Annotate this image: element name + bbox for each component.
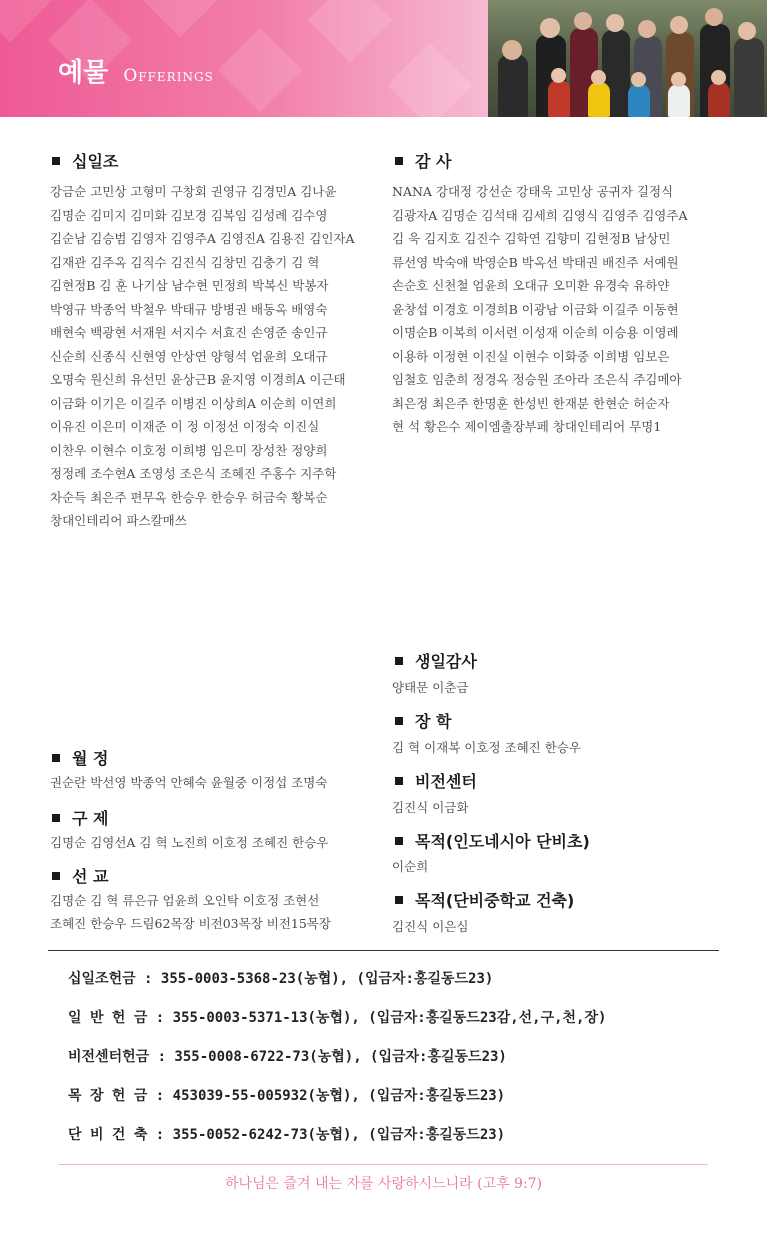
name-line: 정정례 조수현A 조영성 조은식 조혜진 주홍수 지주학 xyxy=(50,466,337,481)
bullet-square-icon xyxy=(395,896,403,904)
name-line: 창대인테리어 파스칼매쓰 xyxy=(50,513,187,528)
name-line: 박영규 박종억 박철우 박태규 방병권 배동옥 배영숙 xyxy=(50,301,328,317)
footer-divider xyxy=(58,1164,708,1165)
mission-names-line-1: 김명순 김 혁 류은규 엄윤희 오인탁 이호정 조현선 xyxy=(50,893,320,908)
name-line: 임철호 임춘희 정경옥 정승원 조아라 조은식 주김메아 xyxy=(392,372,682,387)
mission-heading: 선 교 xyxy=(52,864,108,887)
bullet-square-icon xyxy=(52,754,60,762)
scholarship-heading: 장 학 xyxy=(395,709,451,732)
name-line: 이찬우 이현수 이호정 이희병 임은미 장성찬 정양희 xyxy=(50,442,328,458)
title-english: Offerings xyxy=(123,66,214,86)
name-line: 최은정 최은주 한명훈 한성빈 한재분 한현순 허순자 xyxy=(392,395,670,411)
bullet-square-icon xyxy=(52,157,60,165)
name-line: 윤창섭 이경호 이경희B 이광남 이금화 이길주 이동현 xyxy=(392,301,679,317)
page-header xyxy=(0,0,767,117)
thanks-heading: 감 사 xyxy=(395,149,451,172)
name-line: 신순희 신종식 신현영 안상연 양형석 엄윤희 오대규 xyxy=(50,348,328,364)
name-line: 이명순B 이복희 이서련 이성재 이순희 이승용 이영례 xyxy=(392,325,679,340)
name-line: 손순호 신천철 엄윤희 오대규 오미환 유경숙 유하얀 xyxy=(392,278,670,293)
name-line: 류선영 박숙애 박영순B 박옥선 박태권 배진주 서예원 xyxy=(392,254,679,270)
account-cell-group: 목 장 헌 금 : 453039-55-005932(농협), (입금자:홍길동드23) xyxy=(68,1088,506,1104)
bullet-square-icon xyxy=(395,157,403,165)
congregation-photo xyxy=(488,0,767,117)
name-line: 이유진 이은미 이재준 이 정 이정선 이정숙 이진실 xyxy=(50,419,320,434)
title-korean: 예물 xyxy=(58,58,109,88)
name-line: 강금순 고민상 고형미 구창회 권영규 김경민A 김나윤 xyxy=(50,184,337,199)
scholarship-names: 김 혁 이재복 이호정 조혜진 한승우 xyxy=(392,740,581,755)
account-vision-center: 비전센터헌금 : 355-0008-6722-73(농협), (입금자:홍길동드23) xyxy=(68,1049,507,1065)
birthday-names: 양태문 이춘금 xyxy=(392,680,469,695)
relief-names: 김명순 김영선A 김 혁 노진희 이호정 조혜진 한승우 xyxy=(50,835,329,850)
name-line: 이용하 이정현 이진실 이현수 이화중 이희병 임보은 xyxy=(392,348,670,364)
name-line: 김재관 김주옥 김직수 김진식 김창민 김충기 김 혁 xyxy=(50,254,320,270)
bullet-square-icon xyxy=(395,837,403,845)
purpose2-names: 김진식 이은심 xyxy=(392,919,469,934)
name-line: 이금화 이기은 이길주 이병진 이상희A 이순희 이연희 xyxy=(50,395,337,411)
bullet-square-icon xyxy=(52,872,60,880)
name-line: 배현숙 백광현 서재원 서지수 서효진 손영준 송인규 xyxy=(50,325,328,340)
tithe-names xyxy=(50,180,380,533)
tithe-heading: 십일조 xyxy=(52,149,118,172)
bullet-square-icon xyxy=(395,657,403,665)
bible-verse: 하나님은 즐겨 내는 자를 사랑하시느니라 (고후 9:7) xyxy=(224,1176,543,1192)
mission-names-line-2: 조혜진 한승우 드림62목장 비전03목장 비전15목장 xyxy=(50,916,331,931)
page-title xyxy=(58,52,214,89)
thanks-names xyxy=(392,180,722,439)
name-line: 현 석 황은수 제이엠출장부페 창대인테리어 무명1 xyxy=(392,419,662,434)
name-line: 차순득 최은주 편무옥 한승우 한승우 허금숙 황복순 xyxy=(50,489,328,505)
birthday-heading: 생일감사 xyxy=(395,649,477,672)
relief-heading: 구 제 xyxy=(52,806,108,829)
bullet-square-icon xyxy=(395,777,403,785)
purpose1-heading: 목적(인도네시아 단비초) xyxy=(395,829,590,852)
name-line: NANA 강대정 강선순 강태욱 고민상 공귀자 길정식 xyxy=(392,184,674,199)
account-tithe: 십일조헌금 : 355-0003-5368-23(농협), (입금자:홍길동드23) xyxy=(68,971,494,987)
bank-accounts xyxy=(68,966,606,1161)
section-divider xyxy=(48,950,719,951)
monthly-heading: 월 정 xyxy=(52,746,108,769)
account-general: 일 반 헌 금 : 355-0003-5371-13(농협), (입금자:홍길동드23감,선,구,천,장) xyxy=(68,1010,607,1026)
name-line: 김현정B 김 훈 나기삼 남수현 민정희 박복신 박봉자 xyxy=(50,278,329,293)
bullet-square-icon xyxy=(52,814,60,822)
monthly-names: 권순란 박선영 박종억 안혜숙 윤월중 이정섭 조명숙 xyxy=(50,775,328,790)
account-danbi-building: 단 비 건 축 : 355-0052-6242-73(농협), (입금자:홍길동드23) xyxy=(68,1127,506,1143)
bullet-square-icon xyxy=(395,717,403,725)
purpose1-names: 이순희 xyxy=(392,859,429,874)
name-line: 김명순 김미지 김미화 김보경 김복임 김성례 김수영 xyxy=(50,207,328,223)
name-line: 김광자A 김명순 김석태 김세희 김영식 김영주 김영주A xyxy=(392,207,688,223)
vision-names: 김진식 이금화 xyxy=(392,800,469,815)
vision-heading: 비전센터 xyxy=(395,769,477,792)
name-line: 김순남 김승범 김영자 김영주A 김영진A 김용진 김인자A xyxy=(50,231,355,246)
purpose2-heading: 목적(단비중학교 건축) xyxy=(395,888,574,911)
name-line: 오명숙 원신희 유선민 윤상근B 윤지영 이경희A 이근태 xyxy=(50,372,346,387)
name-line: 김 욱 김지호 김진수 김학연 김향미 김현정B 남상민 xyxy=(392,231,671,246)
